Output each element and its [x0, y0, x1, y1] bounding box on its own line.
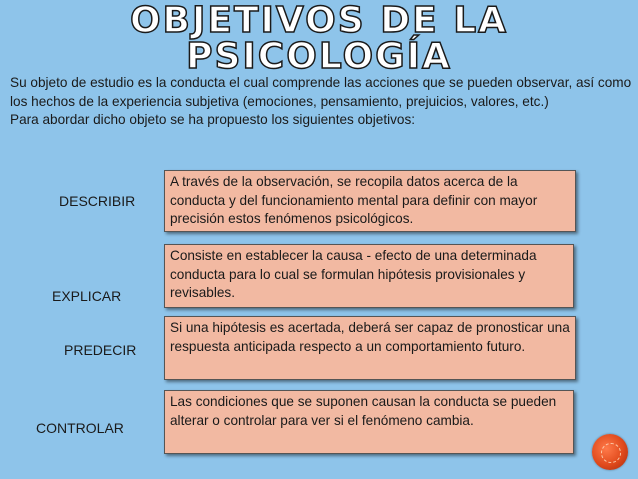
objective-label-describir: DESCRIBIR: [59, 193, 136, 209]
intro-paragraph-2: Para abordar dicho objeto se ha propuesto los siguientes objetivos:: [10, 112, 416, 127]
objective-label-controlar: CONTROLAR: [36, 420, 124, 436]
objective-box-explicar: Consiste en establecer la causa - efecto de una determinada conducta para lo cual se formulan hipótesis provisionales y revisables.: [164, 244, 574, 308]
objective-box-predecir: Si una hipótesis es acertada, deberá ser capaz de pronosticar una respuesta anticipada respecto a un comportamiento futuro.: [164, 316, 576, 380]
objective-box-controlar: Las condiciones que se suponen causan la conducta se pueden alterar o controlar para ver si el fenómeno cambia.: [164, 390, 574, 454]
objective-label-explicar: EXPLICAR: [52, 288, 122, 304]
objective-box-describir: A través de la observación, se recopila datos acerca de la conducta y del funcionamiento mental para definir con mayor precisión estos fenómenos psicológicos.: [164, 170, 576, 232]
intro-paragraph-1: Su objeto de estudio es la conducta el cual comprende las acciones que se pueden observar, así como los hechos de la experiencia subjetiva (emociones, pensamiento, prejuicios, valores, etc.): [10, 75, 632, 109]
decorative-circle-icon: [592, 434, 628, 470]
objective-label-predecir: PREDECIR: [64, 342, 137, 358]
intro-text: [10, 74, 632, 130]
page-title-line-2: PSICOLOGÍA: [186, 36, 452, 77]
page-title-line-1: OBJETIVOS DE LA: [129, 0, 509, 41]
